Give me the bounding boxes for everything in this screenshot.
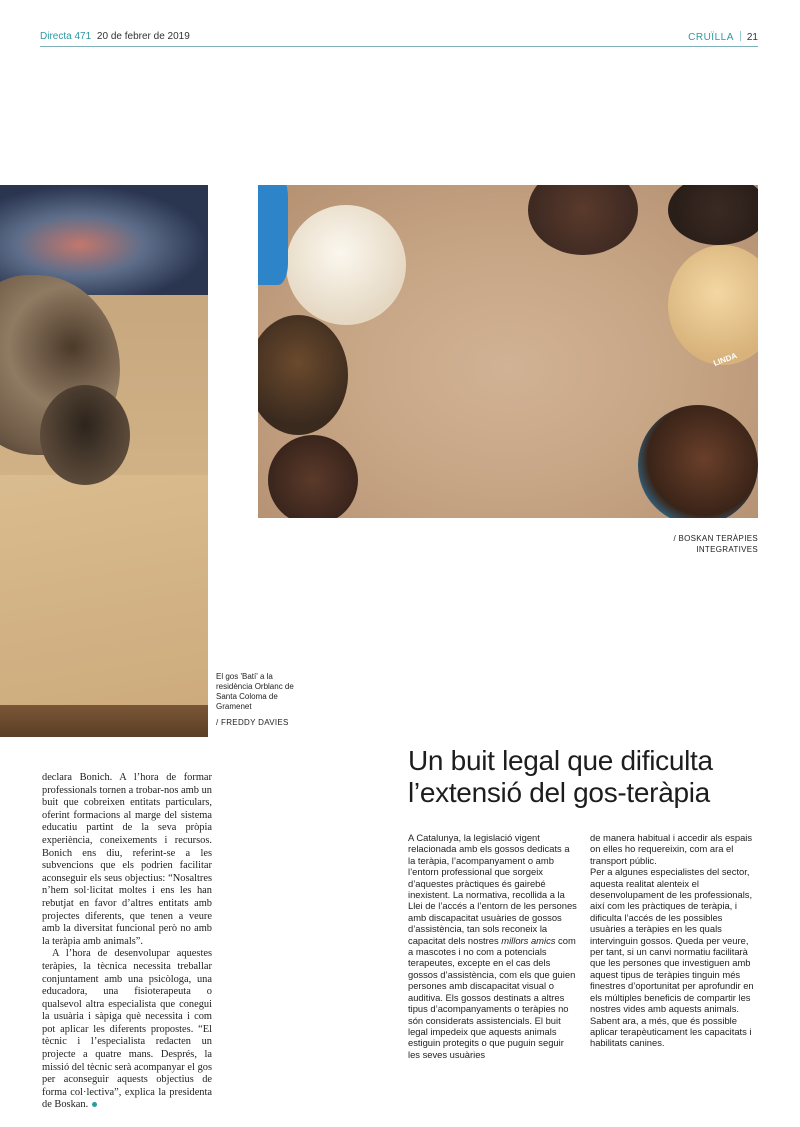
header-left <box>40 31 190 42</box>
sidebar-text-b: com a mascotes i no com a potencials terapeutes, excepte en el cas dels gossos d’assistència, com els que guien persones amb discapacitat visual o auditiva. Els gossos destinats a altres tipus d’acompanyaments o teràpies no són considerats assistencials. El buit legal impedeix que aquests animals estiguin protegits o que puguin seguir les seves usuàries <box>408 934 576 1060</box>
sidebar-italic: millors amics <box>501 934 556 946</box>
photo-caption-left: El gos 'Batí' a la residència Orblanc de Santa Coloma de Gramenet <box>216 672 294 711</box>
photo-credit-right <box>673 533 758 555</box>
sidebar-paragraph <box>408 832 578 1060</box>
body-paragraph-last <box>42 948 212 1112</box>
photo-dog-head <box>40 385 130 485</box>
dog-vest-text: LINDA <box>712 351 739 368</box>
sidebar-text-a: A Catalunya, la legislació vigent relacionada amb els gossos dedicats a la teràpia, l’acompanyament o amb l’entorn professional que sorgeix d’aquestes pràctiques és gairebé inexistent. La normativa, recollida a la Llei de l’accés a l’entorn de les persones amb discapacitat usuàries de gossos d’assistència, tan sols reconeix la capacitat dels nostres <box>408 832 577 946</box>
photo-person-top-right <box>668 185 758 245</box>
photo-table-edge <box>0 705 208 737</box>
photo-person-top-left <box>258 185 288 285</box>
sidebar-paragraph-cont: de manera habitual i accedir als espais on elles ho requereixin, com ara el transport públic. <box>590 832 753 866</box>
photo-credit-right-line1: / BOSKAN TERÀPIES <box>673 534 758 543</box>
photo-table <box>0 475 208 737</box>
article-body-left <box>42 772 212 1112</box>
photo-brown-dog <box>528 185 638 255</box>
photo-person-head-left <box>268 435 358 518</box>
sidebar-column-1 <box>408 832 578 1060</box>
photo-person-head-right <box>638 405 758 518</box>
sidebar-column-2 <box>590 832 760 1049</box>
photo-credit-left: / FREDDY DAVIES <box>216 718 289 727</box>
body-paragraph: declara Bonich. A l’hora de formar professionals tornen a trobar-nos amb un buit que cobreixen entitats particulars, oferint formacions al marge del sistema educatiu partint de la seva pròpia experiència, coneixements i recursos. Bonich ens diu, referint-se a les subvencions que els podrien facilitar aconseguir els seus objectius: “Nosaltres n’hem sol·licitat moltes i ens les han rebutjat en favor d’altres entitats amb projectes diferents, que tenen a veure amb la diversitat funcional però no amb la teràpia amb animals”. <box>42 772 212 947</box>
end-of-article-icon <box>92 1102 97 1107</box>
body-paragraph-text: A l’hora de desenvolupar aquestes teràpies, la tècnica necessita treballar conjuntament amb una psicòloga, una educadora, una fisioterapeuta o qualsevol altra especialista que conegui la usuària i sàpiga què necessita i com pot aplicar les diferents propostes. “El tècnic i l’especialista redacten un projecte a quatre mans. Després, la missió del tècnic serà acompanyar el gos per aconseguir aquests objectius de forma col·lectiva”, explica la presidenta de Boskan. <box>42 948 212 1111</box>
issue-date: 20 de febrer de 2019 <box>96 31 190 42</box>
article-headline: Un buit legal que dificulta l’extensió del gos-teràpia <box>408 745 713 808</box>
photo-german-shepherd <box>258 315 348 435</box>
photo-dog-on-table <box>0 185 208 737</box>
photo-white-dog <box>286 205 406 325</box>
header-right <box>688 31 758 43</box>
section-label: Directa 471 <box>40 31 92 42</box>
photo-credit-right-line2: INTEGRATIVES <box>696 545 758 554</box>
photo-yellow-dog <box>668 245 758 365</box>
header-divider <box>740 31 741 41</box>
page-header <box>40 30 758 47</box>
page-number: 21 <box>746 32 758 43</box>
photo-dogs-circle <box>258 185 758 518</box>
sidebar-paragraph-2: Per a algunes especialistes del sector, aquesta realitat alenteix el desenvolupament de les professionals, així com les pràctiques de teràpia, i dificulta l’accés de les possibles usuàries a teràpies en les quals intervinguin gossos. Queda per veure, per tant, si un canvi normatiu facilitarà que les persones que investiguen amb aquest tipus de teràpies tinguin més finestres d’oportunitat per aprofundir en els múltiples beneficis de compartir les nostres vides amb aquests animals. Sabent ara, a més, que és possible aplicar terapèuticament les capacitats i habilitats canines. <box>590 866 754 1049</box>
section-brand: CRUÏLLA <box>688 32 734 43</box>
